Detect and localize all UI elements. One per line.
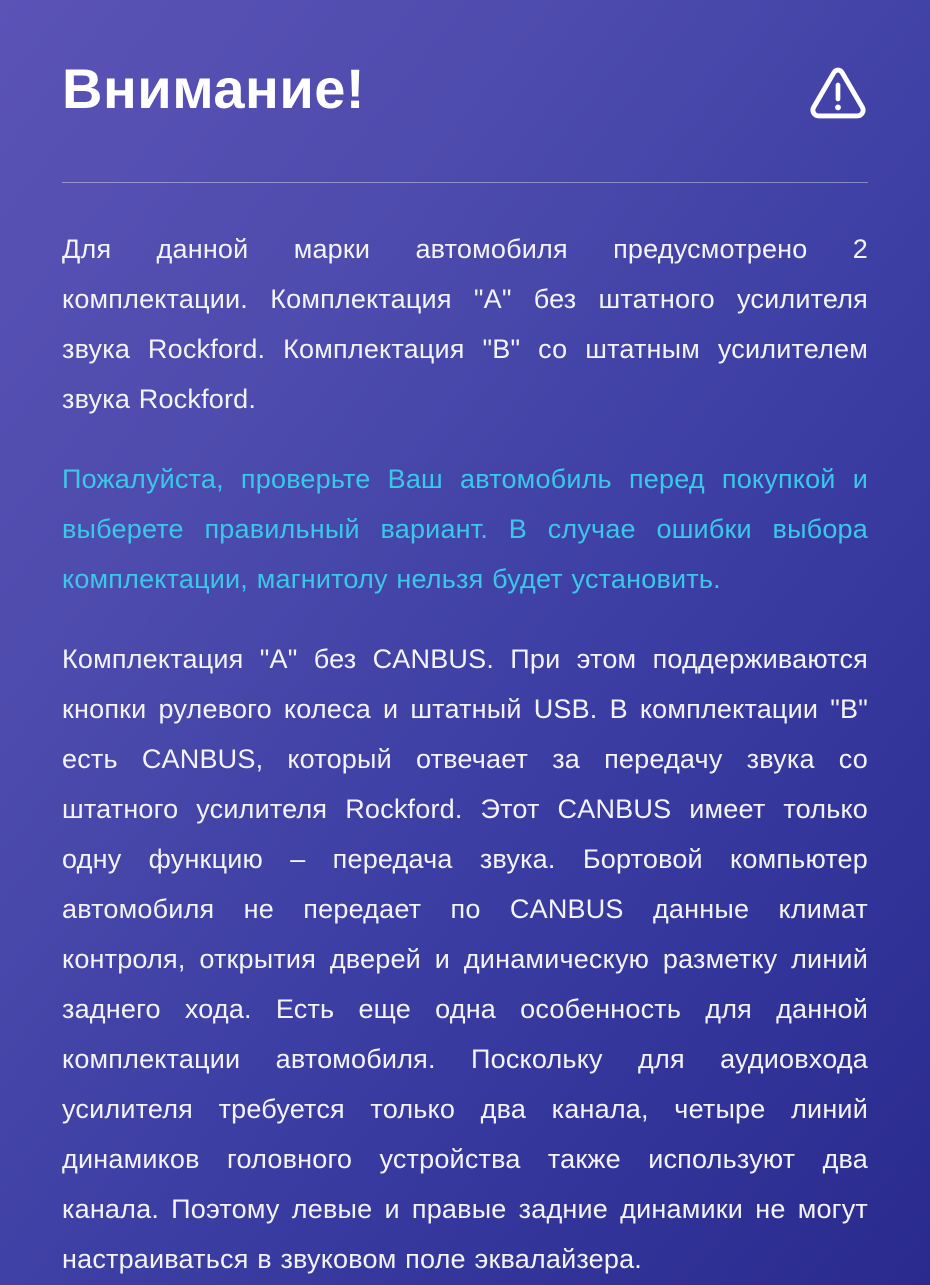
paragraph-intro: Для данной марки автомобиля предусмотрено 2 комплектации. Комплектация "А" без штатного усилителя звука Rockford. Комплектация "В" со штатным усилителем звука Rockford. [62,234,868,414]
page-header [62,56,868,125]
page-title: Внимание! [62,57,366,120]
notice-body [62,224,868,1284]
header-divider [62,182,868,183]
paragraph-warning-highlight: Пожалуйста, проверьте Ваш автомобиль перед покупкой и выберете правильный вариант. В случае ошибки выбора комплектации, магнитолу нельзя будет установить. [62,464,868,594]
paragraph-details: Комплектация "А" без CANBUS. При этом поддерживаются кнопки рулевого колеса и штатный USB. В комплектации "В" есть CANBUS, который отвечает за передачу звука со штатного усилителя Rockford. Этот CANBUS имеет только одну функцию – передача звука. Бортовой компьютер автомобиля не передает по CANBUS данные климат контроля, открытия дверей и динамическую разметку линий заднего хода. Есть еще одна особенность для данной комплектации автомобиля. Поскольку для аудиовхода усилителя требуется только два канала, четыре линий динамиков головного устройства также используют два канала. Поэтому левые и правые задние динамики не могут настраиваться в звуковом поле эквалайзера. [62,644,868,1274]
warning-triangle-icon [810,64,866,125]
